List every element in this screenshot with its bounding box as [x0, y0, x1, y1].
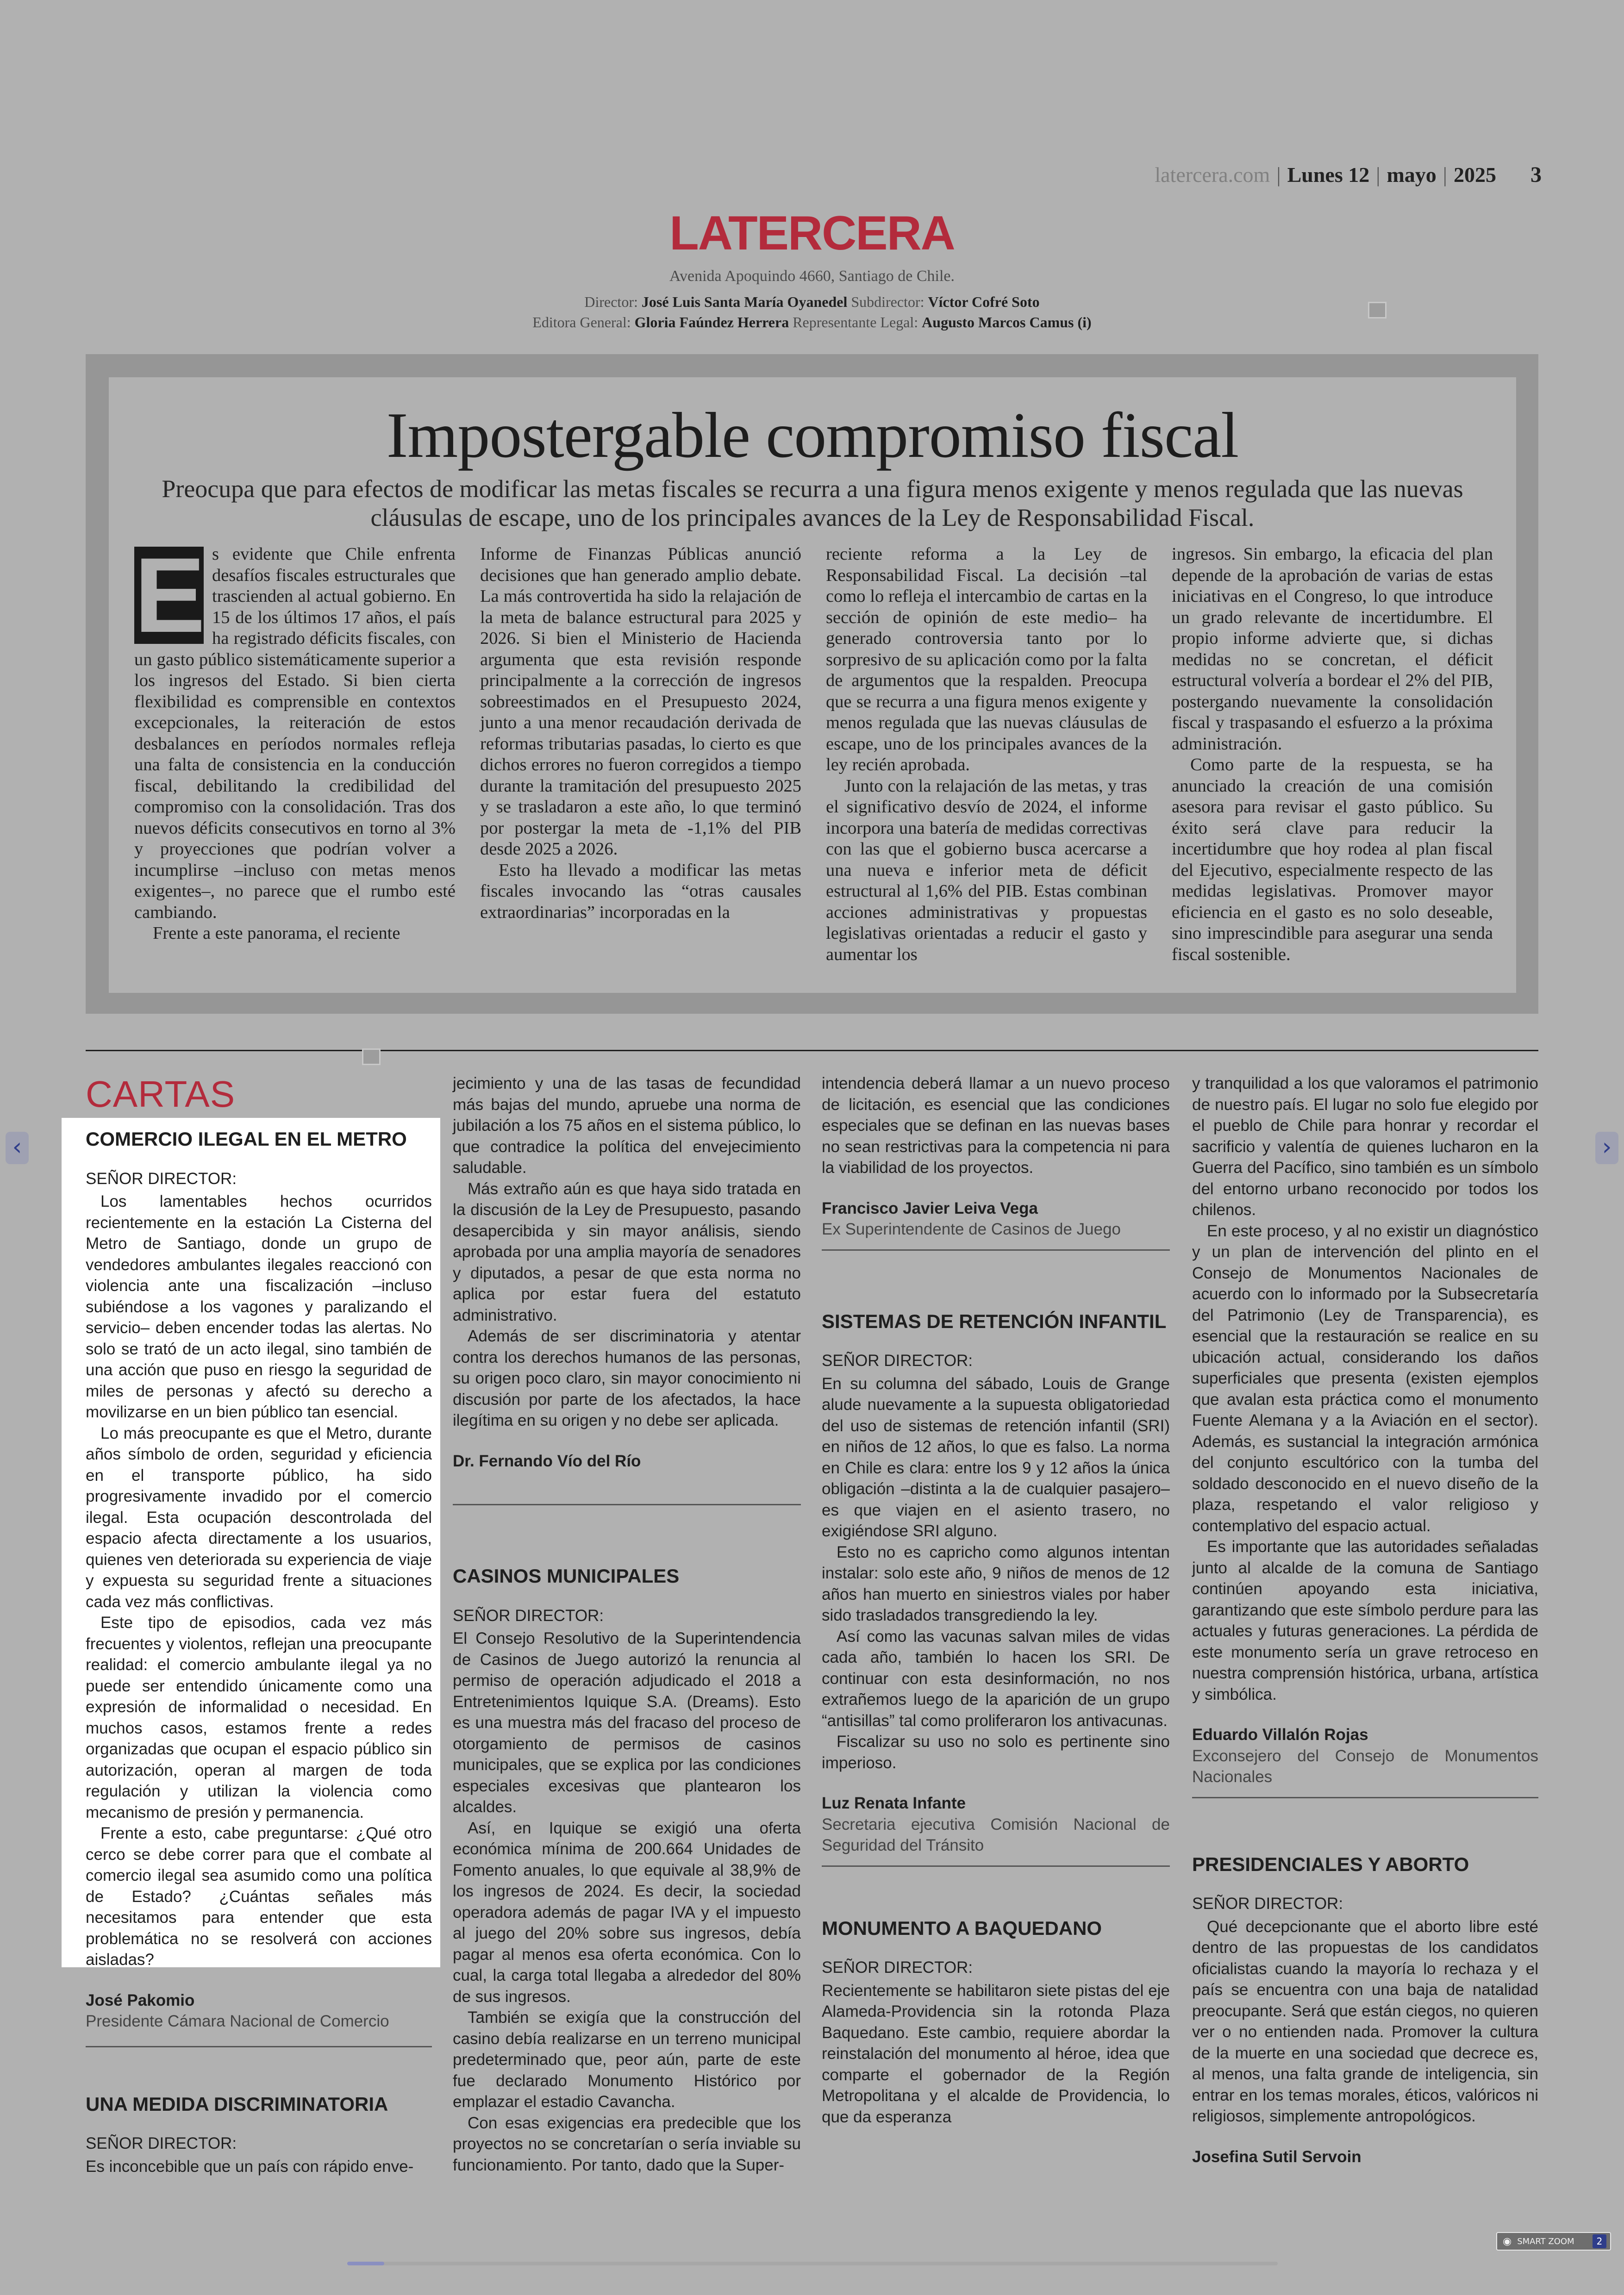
letter-paragraph: Así como las vacunas salvan miles de vidas cada año, también lo hacen los SRI. De continuar con esta desinformación, no nos extrañemos luego de la aparición de un grupo “antisillas” tal como proliferaron los antivacunas.: [822, 1627, 1170, 1730]
legal-label: Representante Legal:: [793, 314, 918, 331]
letter-divider: [86, 2046, 432, 2047]
salutation: SEÑOR DIRECTOR:: [822, 1958, 973, 1977]
letter-paragraph: El Consejo Resolutivo de la Superintendencia de Casinos de Juego autorizó la renuncia al permiso de operación adjudicado el 2018 a Entretenimientos Iquique S.A. (Dreams). Esto es una muestra más del fracaso del proceso de otorgamiento de permisos de casinos municipales, que se explica por las condiciones especiales excesivas que plantearon los alcaldes.: [453, 1629, 801, 1816]
director-label: Director:: [584, 293, 638, 310]
letter-paragraph: Los lamentables hechos ocurridos recientemente en la estación La Cisterna del Metro de Santiago, donde un grupo de vendedores ambulantes ilegales reaccionó con violencia ante una fiscalización –incluso subiéndose a los vagones y paralizando el servicio– deben encender todas las alertas. No solo se trató de un acto ilegal, sino también de una acción que puso en riesgo la seguridad de miles de personas y afectó su derecho a movilizarse en un bien público tan esencial.: [86, 1192, 432, 1421]
author-name: Eduardo Villalón Rojas: [1192, 1726, 1368, 1744]
legal-name: Augusto Marcos Camus (i): [922, 314, 1092, 331]
letter-paragraph: y tranquilidad a los que valoramos el patrimonio de nuestro país. El lugar no solo fue elegido por el pueblo de Chile para honrar y recordar el sacrificio y valentía de quienes lucharon en la Guerra del Pacífico, sino también es un símbolo del entorno urbano reconocido por todos los chilenos.: [1192, 1074, 1538, 1219]
editorial-column-3: [826, 544, 1147, 970]
author-role: Ex Superintendente de Casinos de Juego: [822, 1220, 1121, 1238]
letter-paragraph: Frente a esto, cabe preguntarse: ¿Qué otro cerco se debe correr para que el combate al comercio ilegal sea asumido como una política de Estado? ¿Cuántas señales más necesitamos para entender que esta problemática no se resolverá con acciones aisladas?: [86, 1824, 432, 1969]
director-name: José Luis Santa María Oyanedel: [641, 293, 848, 310]
letter-paragraph: Así, en Iquique se exigió una oferta económica mínima de 200.664 Unidades de Fomento anuales, lo que equivale al 38,9% de los ingresos de 2024. Es decir, la sociedad operadora además de pagar IVA y el impuesto al juego del 20% sobre sus ingresos, debía pagar al menos esa oferta económica. Con lo cual, la carga total llegaba a alrededor del 80% de sus ingresos.: [453, 1819, 801, 2006]
letters-column-1: [86, 1129, 432, 2177]
letter-paragraph: Esto no es capricho como algunos intentan instalar: solo este año, 9 niños de menos de 12 años han muerto en siniestros viales por haber sido trasladados transgrediendo la ley.: [822, 1543, 1170, 1624]
letters-column-2: [453, 1073, 801, 2176]
letter-divider: [453, 1504, 801, 1505]
editorial-paragraph: ingresos. Sin embargo, la eficacia del plan depende de la aprobación de varias de estas iniciativas en el Congreso, lo que introduce un grado relevante de incertidumbre. El propio informe advierte que, si dichas medidas no se concretan, el déficit estructural volvería a bordear el 2% del PIB, postergando nuevamente la consolidación fiscal y traspasando el esfuerzo a la próxima administración.: [1172, 544, 1493, 754]
salutation: SEÑOR DIRECTOR:: [822, 1352, 973, 1370]
editorial-box: [109, 377, 1516, 993]
editorial-paragraph: Frente a este panorama, el reciente: [153, 923, 400, 943]
letter-heading: UNA MEDIDA DISCRIMINATORIA: [86, 2093, 388, 2115]
salutation: SEÑOR DIRECTOR:: [453, 1606, 604, 1625]
smart-zoom-button[interactable]: [1496, 2232, 1611, 2251]
letter-paragraph: Este tipo de episodios, cada vez más frecuentes y violentos, reflejan una preocupante realidad: el comercio ambulante ilegal ya no puede ser entendido únicamente como una expresión de informalidad o necesidad. En muchos casos, estamos frente a redes organizadas que ocupan el espacio público sin autorización, operan al margen de toda regulación y utilizan la violencia como mecanismo de presión y permanencia.: [86, 1614, 432, 1821]
editorial-column-2: [480, 544, 801, 970]
section-divider: [86, 1050, 1538, 1051]
letter-divider: [822, 1249, 1170, 1251]
letter-paragraph: Recientemente se habilitaron siete pistas del eje Alameda-Providencia sin la rotonda Plaza Baquedano. Este cambio, requiere abordar la reinstalación del monumento al héroe, idea que comparte el gobernador de la Región Metropolitana y el alcalde de Providencia, lo que da esperanza: [822, 1981, 1170, 2126]
author-role: Secretaria ejecutiva Comisión Nacional de Seguridad del Tránsito: [822, 1815, 1170, 1854]
letter-paragraph: Más extraño aún es que haya sido tratada en la discusión de la Ley de Presupuesto, pasando desapercibida y sin mayor análisis, siendo aprobada por una amplia mayoría de senadores y diputados, a pesar de que esta norma no aplica por estar fuera del estatuto administrativo.: [453, 1179, 801, 1324]
date-year: 2025: [1454, 163, 1496, 187]
divider: |: [1443, 163, 1447, 187]
letter-paragraph: Es importante que las autoridades señaladas junto al alcalde de la comuna de Santiago continúen apoyando esta iniciativa, garantizando que este símbolo perdure para las actuales y futuras generaciones. La pérdida de este monumento sería un grave retroceso en nuestra comprensión histórica, urbana, artística y simbólica.: [1192, 1538, 1538, 1703]
letter-paragraph: Es inconcebible que un país con rápido enve-: [86, 2157, 414, 2176]
letters-column-3: [822, 1073, 1170, 2127]
address: Avenida Apoquindo 4660, Santiago de Chile.: [669, 268, 955, 285]
letter-paragraph: También se exigía que la construcción del casino debía realizarse en un terreno municipal predeterminado que, peor aún, parte de este fue declarado Monumento Histórico por emplazar el estadio Cavancha.: [453, 2008, 801, 2111]
editorial-paragraph: s evidente que Chile enfrenta desafíos fiscales estructurales que trascienden al actual gobierno. En 15 de los últimos 17 años, el país ha registrado déficits fiscales, con un gasto público sistemáticamente superior a los ingresos del Estado. Si bien cierta flexibilidad es comprensible en contextos excepcionales, la reiteración de estos desbalances en períodos normales refleja una falta de consistencia en la conducción fiscal, debilitando la credibilidad del compromiso con la consolidación. Tras dos nuevos déficits consecutivos en torno al 3% y proyecciones que podrían volver a incumplirse –incluso con metas menos exigentes–, no parece que el rumbo esté cambiando.: [134, 544, 456, 922]
eye-icon: ◉: [1503, 2235, 1512, 2247]
horizontal-scrollbar[interactable]: [347, 2262, 1278, 2265]
salutation: SEÑOR DIRECTOR:: [1192, 1895, 1343, 1913]
smart-zoom-label: SMART ZOOM: [1517, 2236, 1574, 2246]
author-name: Francisco Javier Leiva Vega: [822, 1199, 1038, 1217]
salutation: SEÑOR DIRECTOR:: [86, 1169, 237, 1188]
editorial-columns: [134, 536, 1493, 970]
editorial-paragraph: Informe de Finanzas Públicas anunció decisiones que han generado amplio debate. La más controvertida ha sido la relajación de la meta de balance estructural para 2025 y 2026. Si bien el Ministerio de Hacienda argumenta que esta revisión responde principalmente a la corrección de ingresos sobreestimados en el Presupuesto 2024, junto a una menor recaudación derivada de reformas tributarias pasadas, lo cierto es que dichos errores no fueron corregidos a tiempo durante la tramitación del presupuesto 2025 y se trasladaron a este año, lo que terminó por postergar la meta de -1,1% del PIB desde 2025 a 2026.: [480, 544, 801, 859]
letter-heading: MONUMENTO A BAQUEDANO: [822, 1917, 1102, 1939]
letter-heading: CASINOS MUNICIPALES: [453, 1565, 680, 1587]
letter-paragraph: Lo más preocupante es que el Metro, durante años símbolo de orden, seguridad y eficiencia en el transporte público, ha sido progresivamente invadido por el comercio ilegal. Esta ocupación descontrolada del espacio afecta directamente a los usuarios, quienes ven deteriorada su experiencia de viaje y expuesta su seguridad frente a situaciones cada vez más conflictivas.: [86, 1424, 432, 1611]
letter-paragraph: intendencia deberá llamar a un nuevo proceso de licitación, es esencial que las condiciones especiales que se definan en las nuevas bases no sean restrictivas para la competencia ni para la viabilidad de los proyectos.: [822, 1074, 1170, 1177]
divider: |: [1376, 163, 1380, 187]
letter-heading: COMERCIO ILEGAL EN EL METRO: [86, 1128, 407, 1150]
letters-column-4: [1192, 1073, 1538, 2167]
page-number: 3: [1530, 162, 1542, 187]
letter-heading: PRESIDENCIALES Y ABORTO: [1192, 1853, 1469, 1875]
editorial-subtitle: Preocupa que para efectos de modificar las metas fiscales se recurra a una figura menos exigente y menos regulada que las nuevas cláusulas de escape, uno de los principales avances de la Ley de Responsabilidad Fiscal.: [162, 475, 1463, 531]
author-name: José Pakomio: [86, 1991, 195, 2009]
author-role: Presidente Cámara Nacional de Comercio: [86, 2012, 389, 2030]
editor-label: Editora General:: [532, 314, 631, 331]
share-icon[interactable]: [1368, 302, 1387, 318]
site-name[interactable]: latercera.com: [1155, 163, 1270, 187]
author-name: Luz Renata Infante: [822, 1794, 966, 1812]
editor-name: Gloria Faúndez Herrera: [634, 314, 789, 331]
letter-divider: [822, 1865, 1170, 1867]
letter-paragraph: jecimiento y una de las tasas de fecundidad más bajas del mundo, apruebe una norma de jubilación a los 75 años en el sistema público, lo que contradice la política del envejecimiento saludable.: [453, 1074, 801, 1177]
editorial-paragraph: Como parte de la respuesta, se ha anunciado la creación de una comisión asesora para revisar el gasto público. Su éxito será clave para reducir la incertidumbre que hoy rodea al plan fiscal del Ejecutivo, especialmente respecto de las medidas legislativas. Promover mayor eficiencia en el gasto es no solo deseable, sino imprescindible para asegurar una senda fiscal sostenible.: [1172, 755, 1493, 964]
author-name: Dr. Fernando Vío del Río: [453, 1452, 641, 1470]
letter-paragraph: Fiscalizar su uso no solo es pertinente sino imperioso.: [822, 1733, 1170, 1772]
newspaper-logo: LATERCERA: [669, 206, 955, 260]
smart-zoom-count: 2: [1593, 2234, 1606, 2248]
editorial-paragraph: Esto ha llevado a modificar las metas fiscales invocando las “otras causales extraordinarias” incorporadas en la: [480, 860, 801, 922]
letter-paragraph: En este proceso, y al no existir un diagnóstico y un plan de intervención del plinto en el Consejo de Monumentos Nacionales de acuerdo con lo informado por la Subsecretaría del Patrimonio (Ley de Transparencia), es esencial que la restauración se realice en su ubicación actual, considerando los daños superficiales que presenta (existen ejemplos que avalan esta práctica como el monumento Fuente Alemana y a la Aviación en el sector). Además, es sustancial la integración armónica del conjunto escultórico con la tumba del soldado desconocido en el nuevo diseño de la plaza, respetando el valor religioso y contemplativo del espacio actual.: [1192, 1222, 1538, 1535]
scrollbar-thumb[interactable]: [347, 2262, 384, 2265]
date-month: mayo: [1387, 163, 1437, 187]
author-name: Josefina Sutil Servoin: [1192, 2147, 1362, 2166]
subdirector-name: Víctor Cofré Soto: [928, 293, 1040, 310]
salutation: SEÑOR DIRECTOR:: [86, 2134, 237, 2152]
letter-paragraph: Además de ser discriminatoria y atentar contra los derechos humanos de las personas, su origen poco claro, sin mayor conocimiento ni discusión por parte de los afectados, la hace ilegítima en su origen y no debe ser aplicada.: [453, 1327, 801, 1429]
next-page-arrow-icon[interactable]: ›: [1595, 1132, 1618, 1164]
page-header-meta: [1155, 162, 1542, 187]
previous-page-arrow-icon[interactable]: ‹: [6, 1132, 29, 1164]
editorial-paragraph: Junto con la relajación de las metas, y tras el significativo desvío de 2024, el informe incorpora una batería de medidas correctivas con las que el gobierno busca acercarse a una nueva e inferior meta de déficit estructural al 1,6% del PIB. Estas combinan acciones administrativas y propuestas legislativas orientadas a reducir el gasto y aumentar los: [826, 776, 1147, 964]
divider: |: [1276, 163, 1281, 187]
letter-heading: SISTEMAS DE RETENCIÓN INFANTIL: [822, 1310, 1167, 1332]
letter-paragraph: En su columna del sábado, Louis de Grange alude nuevamente a la supuesta obligatoriedad del uso de sistemas de retención infantil (SRI) en niños de 12 años, lo que es falso. La norma en Chile es clara: entre los 9 y 12 años la única obligación –distinta a la de cualquier pasajero– es que viajen en el asiento trasero, no exigiéndose SRI alguno.: [822, 1374, 1170, 1540]
letters-section-title: CARTAS: [86, 1073, 236, 1115]
editorial-column-4: [1172, 544, 1493, 970]
share-icon[interactable]: [362, 1048, 381, 1065]
letter-paragraph: Con esas exigencias era predecible que los proyectos no se concretarían o sería inviable su funcionamiento. Por tanto, dado que la Super-: [453, 2114, 801, 2174]
author-role: Exconsejero del Consejo de Monumentos Nacionales: [1192, 1746, 1538, 1786]
letter-divider: [1192, 1797, 1538, 1798]
subdirector-label: Subdirector:: [851, 293, 924, 310]
date-day: Lunes 12: [1287, 163, 1370, 187]
letter-paragraph: Qué decepcionante que el aborto libre esté dentro de las propuestas de los candidatos oficialistas cuando la mayoría lo rechaza y el país se encuentra con una baja de natalidad preocupante. Será que están ciegos, no quieren ver o no entienden nada. Promover la cultura de la muerte en una sociedad que decrece es, al menos, una falta grande de inteligencia, sin entrar en los temas morales, éticos, valóricos ni religiosos, simplemente antropológicos.: [1192, 1917, 1538, 2125]
editorial-paragraph: reciente reforma a la Ley de Responsabilidad Fiscal. La decisión –tal como lo refleja el intercambio de cartas en la sección de opinión de este medio– ha generado controversia tanto por lo sorpresivo de su aplicación como por la falta de argumentos que la respalden. Preocupa que se recurra a una figura menos exigente y menos regulada que las nuevas cláusulas de escape, uno de los principales avances de la ley recién aprobada.: [826, 544, 1147, 774]
editorial-title: Impostergable compromiso fiscal: [386, 399, 1239, 471]
dropcap: E: [134, 536, 206, 655]
editorial-column-1: [134, 536, 456, 970]
